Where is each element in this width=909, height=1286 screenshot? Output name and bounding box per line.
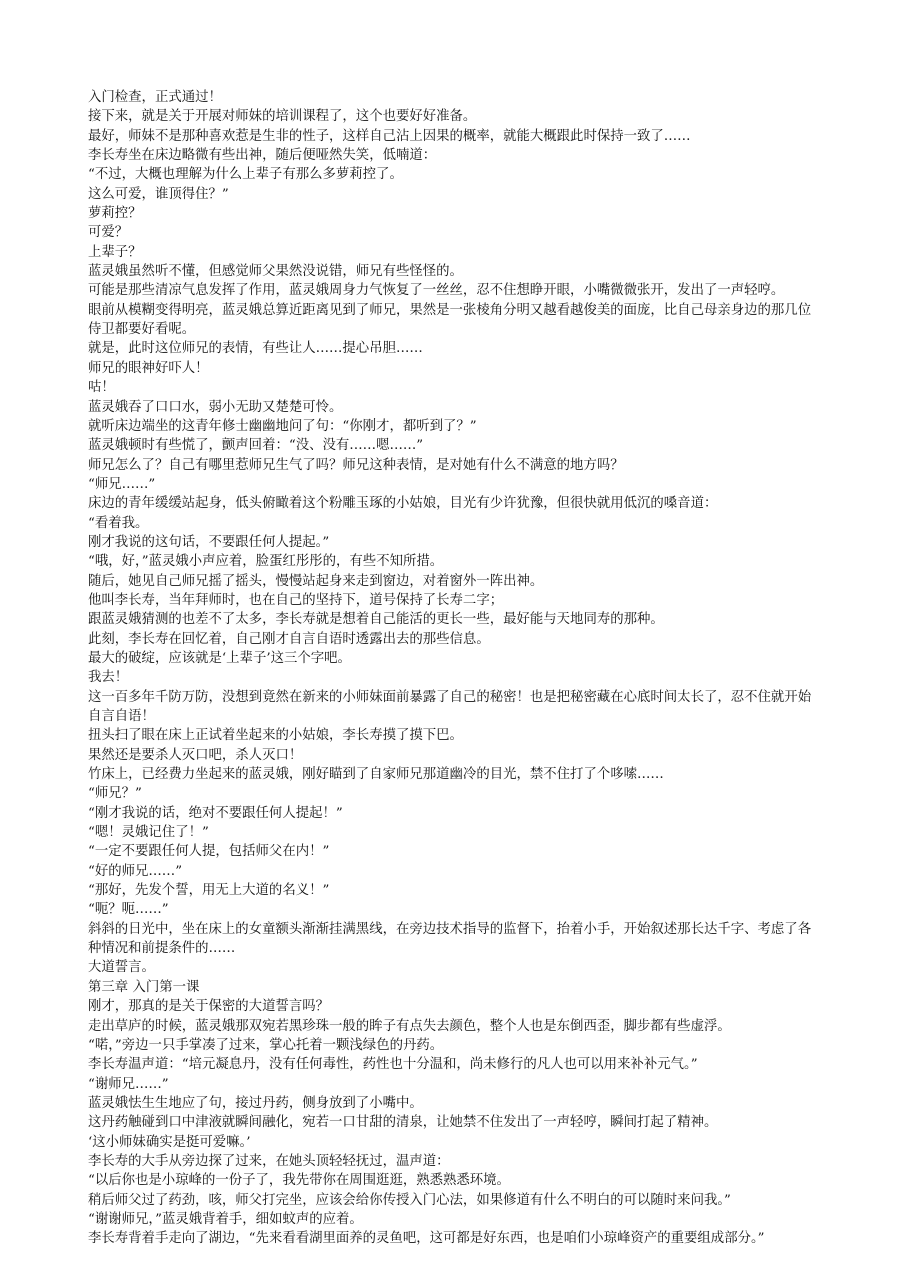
paragraph: 这么可爱，谁顶得住？”	[88, 186, 229, 202]
paragraph: 就是，此时这位师兄的表情，有些让人……提心吊胆……	[88, 341, 423, 357]
paragraph: 这一百多年千防万防，没想到竟然在新来的小师妹面前暴露了自己的秘密！也是把秘密藏在心底时间太长了，忍不住就开始自言自语！	[88, 689, 812, 724]
paragraph: 这丹药触碰到口中津液就瞬间融化，宛若一口甘甜的清泉，让她禁不住发出了一声轻哼，瞬间打起了精神。	[88, 1115, 718, 1131]
paragraph: 最好，师妹不是那种喜欢惹是生非的性子，这样自己沾上因果的概率，就能大概跟此时保持一致了……	[88, 128, 691, 144]
paragraph: “不过，大概也理解为什么上辈子有那么多萝莉控了。	[88, 167, 403, 183]
paragraph: 蓝灵娥吞了口口水，弱小无助又楚楚可怜。	[88, 399, 343, 415]
paragraph: “谢谢师兄，”蓝灵娥背着手，细如蚊声的应着。	[88, 1211, 363, 1227]
paragraph: 接下来，就是关于开展对师妹的培训课程了，这个也要好好准备。	[88, 109, 477, 125]
paragraph: 蓝灵娥顿时有些慌了，颤声回着：“没、没有……嗯……”	[88, 438, 424, 454]
paragraph: 最大的破绽，应该就是‘上辈子’这三个字吧。	[88, 650, 351, 666]
paragraph: 我去！	[88, 670, 129, 686]
paragraph: 咕！	[88, 380, 115, 396]
paragraph: 走出草庐的时候，蓝灵娥那双宛若黑珍珠一般的眸子有点失去颜色，整个人也是东倒西歪，脚步都有些虚浮。	[88, 1018, 731, 1034]
paragraph: 刚才，那真的是关于保密的大道誓言吗？	[88, 999, 330, 1015]
paragraph: 入门检查，正式通过！	[88, 90, 222, 105]
paragraph: 李长寿坐在床边略微有些出神，随后便哑然失笑，低喃道：	[88, 148, 437, 164]
paragraph: 床边的青年缓缓站起身，低头俯瞰着这个粉雕玉琢的小姑娘，目光有少许犹豫，但很快就用低沉的嗓音道：	[88, 496, 718, 512]
paragraph: 李长寿温声道：“培元凝息丹，没有任何毒性，药性也十分温和，尚未修行的凡人也可以用来补补元气。”	[88, 1057, 698, 1073]
paragraph: “刚才我说的话，绝对不要跟任何人提起！”	[88, 805, 343, 821]
paragraph: 他叫李长寿，当年拜师时，也在自己的坚持下，道号保持了长寿二字；	[88, 592, 504, 608]
paragraph: “那好，先发个誓，用无上大道的名义！”	[88, 883, 330, 899]
paragraph: “谢师兄……”	[88, 1076, 169, 1092]
paragraph: “哦，好，”蓝灵娥小声应着，脸蛋红彤彤的，有些不知所措。	[88, 554, 444, 570]
paragraph: 就听床边端坐的这青年修士幽幽地问了句：“你刚才，都听到了？”	[88, 418, 477, 434]
paragraph: 斜斜的日光中，坐在床上的女童额头渐渐挂满黑线，在旁边技术指导的监督下，抬着小手，开始叙述那长达千字、考虑了各种情况和前提条件的……	[88, 921, 812, 957]
paragraph: “师兄……”	[88, 476, 156, 492]
paragraph: 可爱？	[88, 225, 129, 241]
paragraph: 果然还是要杀人灭口吧，杀人灭口！	[88, 747, 303, 763]
paragraph: 师兄怎么了？自己有哪里惹师兄生气了吗？师兄这种表情，是对她有什么不满意的地方吗？	[88, 457, 624, 473]
paragraph: 师兄的眼神好吓人！	[88, 360, 209, 376]
paragraph: 扭头扫了眼在床上正试着坐起来的小姑娘，李长寿摸了摸下巴。	[88, 728, 463, 744]
paragraph: “师兄？”	[88, 786, 142, 802]
paragraph: 蓝灵娥怯生生地应了句，接过丹药，侧身放到了小嘴中。	[88, 1095, 423, 1111]
paragraph: 李长寿的大手从旁边探了过来，在她头顶轻轻抚过，温声道：	[88, 1153, 450, 1169]
paragraph: 跟蓝灵娥猜测的也差不了太多，李长寿就是想着自己能活的更长一些，最好能与天地同寿的那种。	[88, 612, 664, 628]
paragraph: 眼前从模糊变得明亮，蓝灵娥总算近距离见到了师兄，果然是一张棱角分明又越看越俊美的面庞，比自己母亲身边的那几位侍卫都要好看呢。	[88, 302, 812, 338]
paragraph: 上辈子？	[88, 244, 142, 260]
paragraph: ‘这小师妹确实是挺可爱嘛。’	[88, 1134, 251, 1150]
paragraph: 刚才我说的这句话，不要跟任何人提起。”	[88, 534, 330, 550]
paragraph: “看着我。	[88, 515, 149, 531]
paragraph: “一定不要跟任何人提，包括师父在内！”	[88, 844, 330, 860]
paragraph: “喏，”旁边一只手掌凑了过来，掌心托着一颗浅绿色的丹药。	[88, 1037, 444, 1053]
paragraph: “呃？呃……”	[88, 902, 169, 918]
paragraph: “嗯！灵娥记住了！”	[88, 825, 209, 841]
paragraph: 可能是那些清凉气息发挥了作用，蓝灵娥周身力气恢复了一丝丝，忍不住想睁开眼，小嘴微微张开，发出了一声轻哼。	[88, 283, 785, 299]
paragraph: 随后，她见自己师兄摇了摇头，慢慢站起身来走到窗边，对着窗外一阵出神。	[88, 573, 544, 589]
paragraph: “好的师兄……”	[88, 863, 183, 879]
paragraph: 大道誓言。	[88, 960, 155, 976]
paragraph: 李长寿背着手走向了湖边，“先来看看湖里面养的灵鱼吧，这可都是好东西，也是咱们小琼峰资产的重要组成部分。”	[88, 1231, 765, 1247]
paragraph: 第三章 入门第一课	[88, 979, 200, 995]
paragraph: “以后你也是小琼峰的一份子了，我先带你在周围逛逛，熟悉熟悉环境。	[88, 1173, 510, 1189]
paragraph: 蓝灵娥虽然听不懂，但感觉师父果然没说错，师兄有些怪怪的。	[88, 264, 463, 280]
paragraph: 萝莉控？	[88, 206, 142, 222]
document-page	[88, 88, 823, 1249]
paragraph: 此刻，李长寿在回忆着，自己刚才自言自语时透露出去的那些信息。	[88, 631, 490, 647]
paragraph: 稍后师父过了药劲，咳，师父打完坐，应该会给你传授入门心法，如果修道有什么不明白的可以随时来问我。”	[88, 1192, 731, 1208]
paragraph: 竹床上，已经费力坐起来的蓝灵娥，刚好瞄到了自家师兄那道幽冷的目光，禁不住打了个哆嗦……	[88, 767, 664, 783]
